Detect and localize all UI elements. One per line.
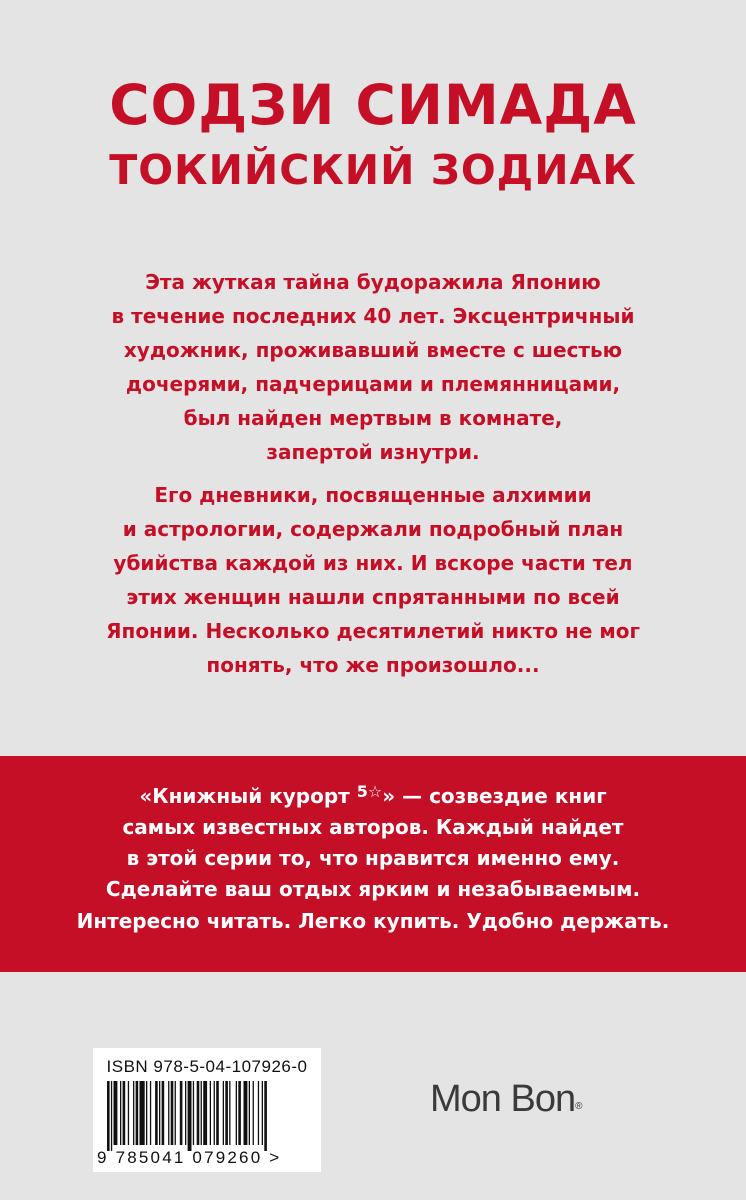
barcode-bar — [171, 1081, 174, 1145]
barcode-bar — [249, 1081, 250, 1145]
series-line-1 — [0, 776, 746, 812]
blurb-line: был найден мертвым в комнате, — [183, 406, 563, 430]
series-line-1-start: «Книжный курорт — [139, 784, 357, 808]
barcode-digits: 9 785041 079260 > — [97, 1148, 282, 1167]
barcode-bar — [120, 1081, 121, 1145]
book-title: ТОКИЙСКИЙ ЗОДИАК — [109, 146, 637, 194]
blurb-line: и астрологии, содержали подробный план — [122, 517, 624, 541]
blurb-line: Эта жуткая тайна будоражила Японию — [145, 270, 601, 294]
barcode-bar — [133, 1081, 134, 1145]
barcode-bar — [111, 1081, 112, 1151]
barcode-bar — [210, 1081, 211, 1145]
barcode-bar — [244, 1081, 248, 1145]
blurb-line: убийства каждой из них. И вскоре части тел — [113, 551, 633, 575]
barcode-bar — [193, 1081, 194, 1145]
barcode-bar — [123, 1081, 126, 1145]
barcode-bar — [159, 1081, 160, 1145]
registered-mark-icon: ® — [575, 1101, 583, 1112]
author-name: СОДЗИ СИМАДА — [109, 73, 637, 137]
series-line-4: Сделайте ваш отдых ярким и незабываемым. — [105, 877, 641, 901]
barcode-bar — [114, 1081, 118, 1145]
blurb-line: понять, что же произошло... — [206, 653, 540, 677]
blurb-line: дочерями, падчерицами и племянницами, — [125, 372, 621, 396]
blurb-line: этих женщин нашли спрятанными по всей — [126, 585, 620, 609]
barcode-bar — [168, 1081, 169, 1145]
series-promo-band — [0, 756, 746, 972]
barcode-bar — [201, 1081, 202, 1145]
barcode-bar — [155, 1081, 158, 1145]
barcode-bar — [146, 1081, 147, 1145]
barcode-bar — [223, 1081, 224, 1145]
barcode-bar — [203, 1081, 207, 1145]
series-line-1-end: » — созвездие книг — [382, 784, 607, 808]
publisher-logo — [430, 1078, 582, 1121]
series-line-2: самых известных авторов. Каждый найдет — [122, 815, 624, 839]
blurb-paragraph-2 — [0, 478, 746, 682]
blurb-line: Японии. Несколько десятилетий никто не мог — [106, 619, 640, 643]
isbn-barcode — [93, 1048, 321, 1172]
barcode-bar — [162, 1081, 165, 1145]
barcode-bar — [262, 1081, 263, 1145]
barcode-bar — [107, 1081, 110, 1151]
barcode-bar — [225, 1081, 228, 1145]
barcode-bar — [214, 1081, 215, 1145]
barcode-bar — [185, 1081, 186, 1145]
blurb-line: запертой изнутри. — [266, 440, 480, 464]
barcode-bar — [175, 1081, 176, 1145]
barcode-bar — [216, 1081, 219, 1145]
barcode-bar — [258, 1081, 259, 1145]
series-line-3: в этой серии то, что нравится именно ему. — [126, 846, 620, 870]
barcode-bar — [197, 1081, 200, 1145]
blurb-line: художник, проживавший вместе с шестью — [123, 338, 623, 362]
star-five-icon: 5☆ — [356, 782, 383, 801]
barcode-bar — [264, 1081, 267, 1151]
barcode-bar — [238, 1081, 241, 1145]
blurb-line: в течение последних 40 лет. Эксцентричный — [111, 304, 635, 328]
barcode-bars — [107, 1081, 303, 1151]
barcode-bar — [253, 1081, 254, 1145]
isbn-label: ISBN 978-5-04-107926-0 — [106, 1057, 308, 1076]
blurb-paragraph-1 — [0, 265, 746, 469]
barcode-bar — [229, 1081, 230, 1145]
barcode-bar — [140, 1081, 145, 1145]
barcode-bar — [188, 1081, 192, 1151]
series-slogan: Интересно читать. Легко купить. Удобно держать. — [76, 909, 670, 933]
blurb-line: Его дневники, посвященные алхимии — [154, 483, 592, 507]
series-description — [0, 776, 746, 905]
barcode-bar — [150, 1081, 151, 1145]
barcode-bar — [236, 1081, 237, 1145]
publisher-logo-text: Mon Bon — [430, 1078, 576, 1120]
barcode-bar — [136, 1081, 139, 1145]
barcode-bar — [128, 1081, 129, 1145]
barcode-bar — [180, 1081, 183, 1145]
